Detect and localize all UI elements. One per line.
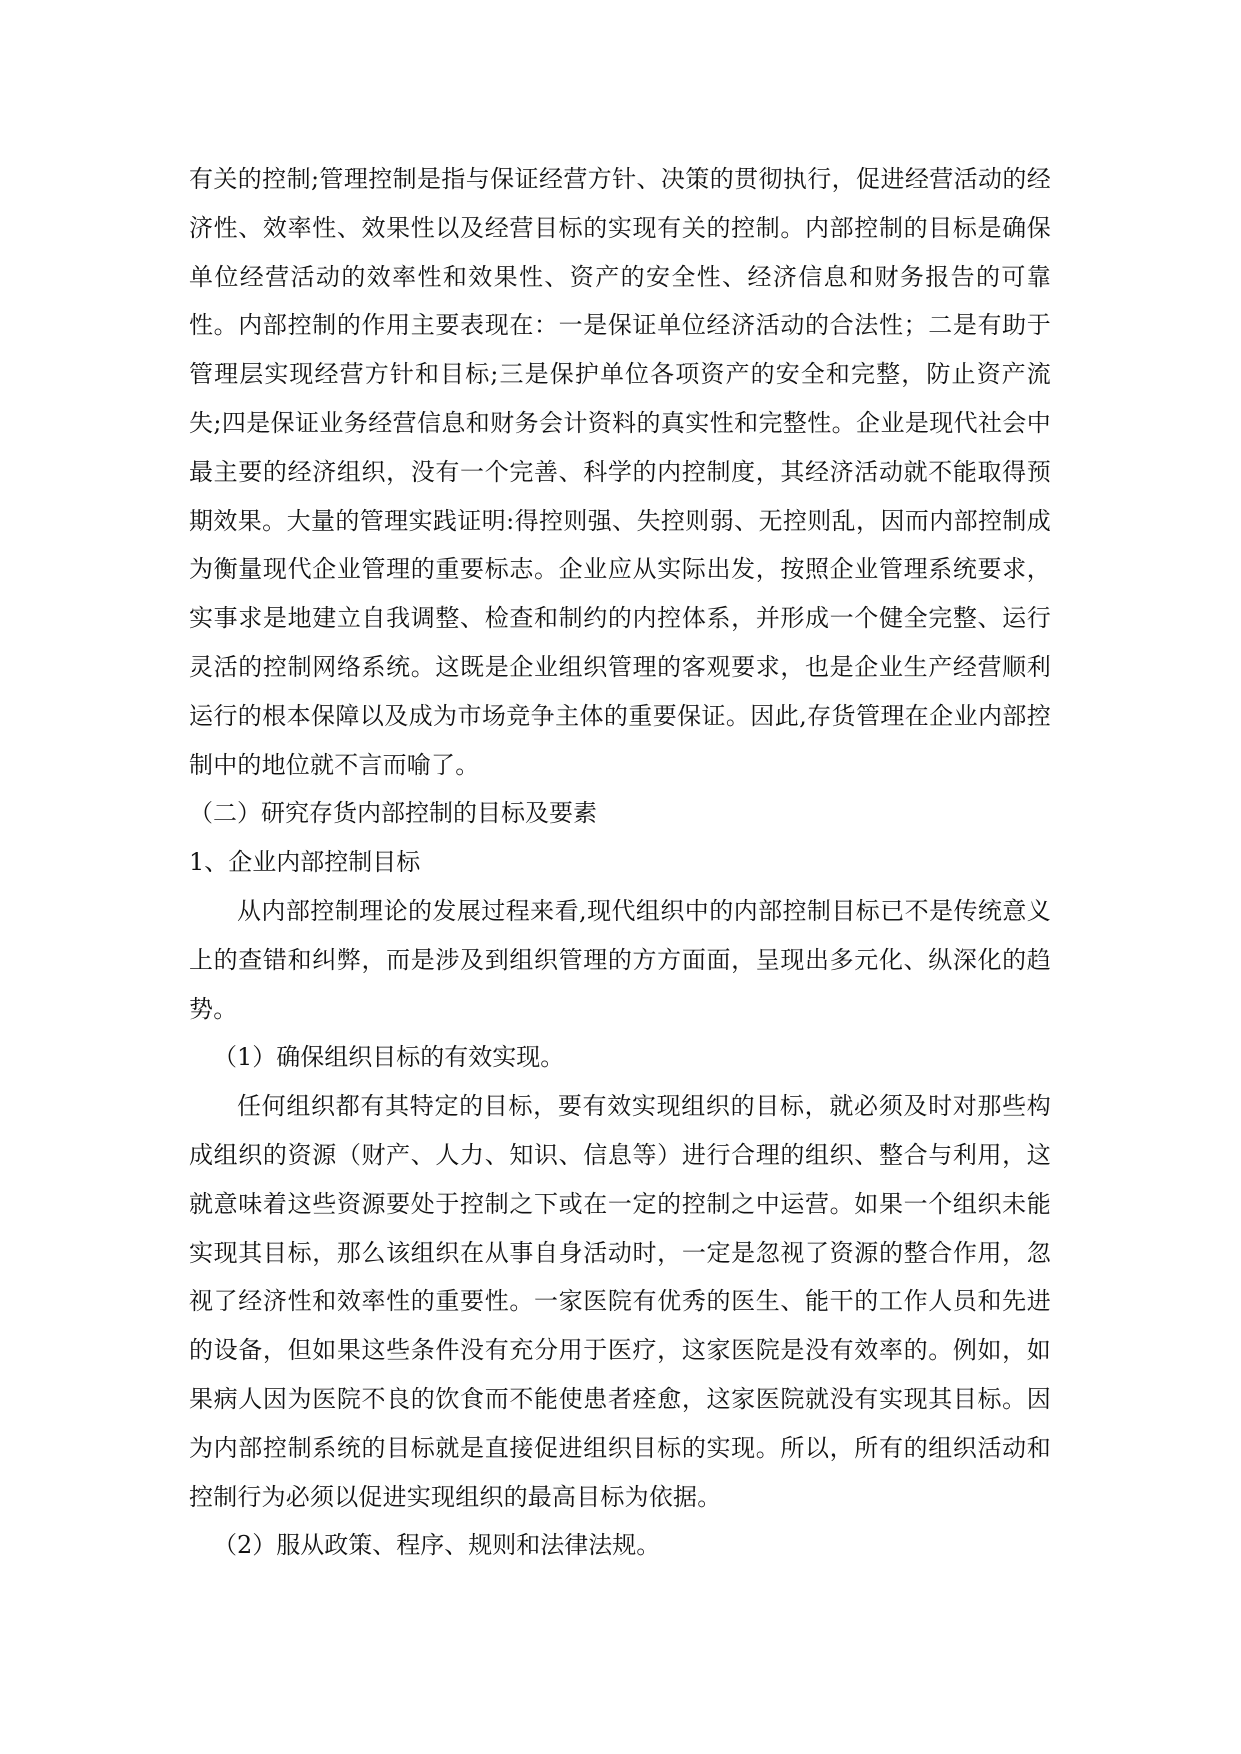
item-heading-compliance: （2）服从政策、程序、规则和法律法规。: [213, 1531, 661, 1560]
subsection-heading-enterprise-objectives: 1、企业内部控制目标: [189, 848, 421, 877]
document-page: [189, 155, 1051, 1570]
paragraph-objectives-development: 从内部控制理论的发展过程来看,现代组织中的内部控制目标已不是传统意义上的查错和纠弊，而是涉及到组织管理的方方面面，呈现出多元化、纵深化的趋势。: [189, 896, 1051, 1023]
item-heading-achieve-goals: （1）确保组织目标的有效实现。: [213, 1043, 565, 1072]
paragraph-organization-goals: 任何组织都有其特定的目标，要有效实现组织的目标，就必须及时对那些构成组织的资源（财产、人力、知识、信息等）进行合理的组织、整合与利用，这就意味着这些资源要处于控制之下或在一定的控制之中运营。如果一个组织未能实现其目标，那么该组织在从事自身活动时，一定是忽视了资源的整合作用，忽视了经济性和效率性的重要性。一家医院有优秀的医生、能干的工作人员和先进的设备，但如果这些条件没有充分用于医疗，这家医院是没有效率的。例如，如果病人因为医院不良的饮食而不能使患者痊愈，这家医院就没有实现其目标。因为内部控制系统的目标就是直接促进组织目标的实现。所以，所有的组织活动和控制行为必须以促进实现组织的最高目标为依据。: [189, 1092, 1051, 1511]
section-heading-objectives-elements: （二）研究存货内部控制的目标及要素: [189, 799, 597, 828]
paragraph-internal-control-overview: 有关的控制;管理控制是指与保证经营方针、决策的贯彻执行，促进经营活动的经济性、效率性、效果性以及经营目标的实现有关的控制。内部控制的目标是确保单位经营活动的效率性和效果性、资产的安全性、经济信息和财务报告的可靠性。内部控制的作用主要表现在：一是保证单位经济活动的合法性；二是有助于管理层实现经营方针和目标;三是保护单位各项资产的安全和完整，防止资产流失;四是保证业务经营信息和财务会计资料的真实性和完整性。企业是现代社会中最主要的经济组织，没有一个完善、科学的内控制度，其经济活动就不能取得预期效果。大量的管理实践证明:得控则强、失控则弱、无控则乱，因而内部控制成为衡量现代企业管理的重要标志。企业应从实际出发，按照企业管理系统要求，实事求是地建立自我调整、检查和制约的内控体系，并形成一个健全完整、运行灵活的控制网络系统。这既是企业组织管理的客观要求，也是企业生产经营顺利运行的根本保障以及成为市场竞争主体的重要保证。因此,存货管理在企业内部控制中的地位就不言而喻了。: [189, 165, 1051, 779]
